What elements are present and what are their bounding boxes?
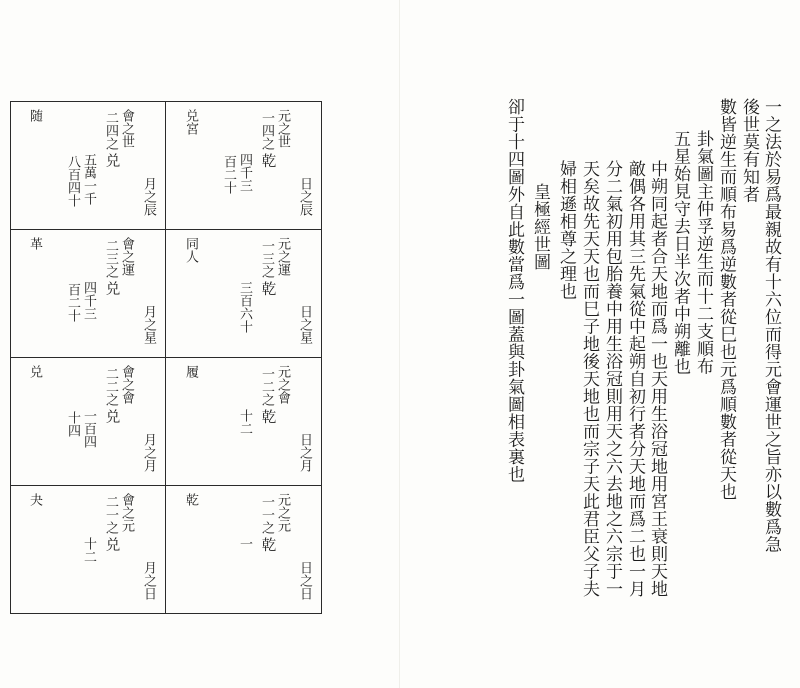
cell-corner-label: 日之月 — [297, 433, 312, 472]
cell-number: 十二 — [81, 537, 96, 563]
cell-corner-label: 日之星 — [297, 305, 312, 344]
cell-corner-label: 日之辰 — [297, 177, 312, 216]
hexagram-name: 乾 — [259, 153, 276, 168]
cell-corner-label: 月之星 — [141, 305, 156, 344]
cell-corner-label: 日之日 — [297, 561, 312, 600]
cell-label: 夬 — [27, 493, 42, 506]
cell-label: 兑 — [27, 365, 42, 378]
cell-heading: 二四之 — [103, 111, 118, 150]
cell-heading: 一四之 — [259, 111, 274, 150]
cell-heading: 元之世 — [275, 109, 290, 148]
hexagram-name: 兑 — [103, 281, 120, 296]
cell-number: 一百四 — [81, 409, 96, 448]
text-column: 婦相遜相尊之理也 — [556, 160, 576, 300]
cell-heading: 二二之 — [103, 367, 118, 406]
cell-number: 三百六十 — [237, 281, 252, 333]
hexagram-name: 兑 — [103, 153, 120, 168]
cell-label: 履 — [183, 365, 198, 378]
cell-number: 百二十 — [221, 155, 236, 194]
cell-label: 同人 — [183, 237, 198, 263]
cell-number: 四千三 — [81, 281, 96, 320]
cell-corner-label: 月之月 — [141, 433, 156, 472]
cell-heading: 二三之 — [103, 239, 118, 278]
cell-heading: 二一之 — [103, 495, 118, 534]
text-column: 中朔同起者合天地而爲一也天用生浴冠地用宮王衰則天地 — [647, 160, 667, 598]
cell-number: 一 — [237, 537, 252, 550]
text-column: 後世莫有知者 — [739, 98, 759, 203]
cell-heading: 一一之 — [259, 495, 274, 534]
text-column: 分二氣初用包胎養中用生浴冠則用天之六去地之六宗于一 — [602, 160, 622, 598]
table-row-divider — [10, 229, 322, 230]
page-spine — [399, 0, 400, 688]
cell-heading: 會之世 — [119, 109, 134, 148]
cell-number: 百二十 — [65, 283, 80, 322]
cell-number: 十四 — [65, 411, 80, 437]
text-column: 卦氣圖主仲孚逆生而十二支順布 — [693, 130, 713, 375]
cell-label: 革 — [27, 237, 42, 250]
cell-heading: 會之元 — [119, 493, 134, 532]
hexagram-name: 乾 — [259, 409, 276, 424]
text-column: 天矣故先天天也而巳子地後天地也而宗子天此君臣父子夫 — [579, 160, 599, 598]
cell-heading: 一三之 — [259, 239, 274, 278]
text-column: 敵偶各用其三先氣從中起朔自初行者分天地而爲二也一月 — [625, 160, 645, 598]
text-column: 數皆逆生而順布易爲逆數者從巳也元爲順數者從天也 — [716, 98, 736, 501]
cell-number: 五萬一千 — [81, 153, 96, 205]
hexagram-name: 兑 — [103, 537, 120, 552]
cell-number: 八百四十 — [65, 155, 80, 207]
cell-heading: 元之運 — [275, 237, 290, 276]
cell-heading: 一二之 — [259, 367, 274, 406]
cell-number: 十二 — [237, 409, 252, 435]
section-title: 皇極經世圖 — [530, 183, 550, 271]
cell-label: 随 — [27, 109, 42, 122]
cell-number: 四千三 — [237, 153, 252, 192]
cell-label: 乾 — [183, 493, 198, 506]
text-column: 一之法於易爲最親故有十六位而得元會運世之旨亦以數爲急 — [761, 98, 781, 553]
cell-heading: 會之會 — [119, 365, 134, 404]
cell-corner-label: 月之辰 — [141, 177, 156, 216]
cell-corner-label: 月之日 — [141, 561, 156, 600]
table-row-divider — [10, 485, 322, 486]
hexagram-name: 乾 — [259, 281, 276, 296]
cell-label: 兑宮 — [183, 109, 198, 135]
table-row-divider — [10, 357, 322, 358]
cell-heading: 會之運 — [119, 237, 134, 276]
cell-heading: 元之會 — [275, 365, 290, 404]
cell-heading: 元之元 — [275, 493, 290, 532]
text-column: 卻于十四圖外自此數當爲一圖蓋與卦氣圖相表裏也 — [504, 98, 524, 483]
text-column: 五星始見守去日半次者中朔離也 — [670, 130, 690, 375]
hexagram-name: 兑 — [103, 409, 120, 424]
hexagram-name: 乾 — [259, 537, 276, 552]
